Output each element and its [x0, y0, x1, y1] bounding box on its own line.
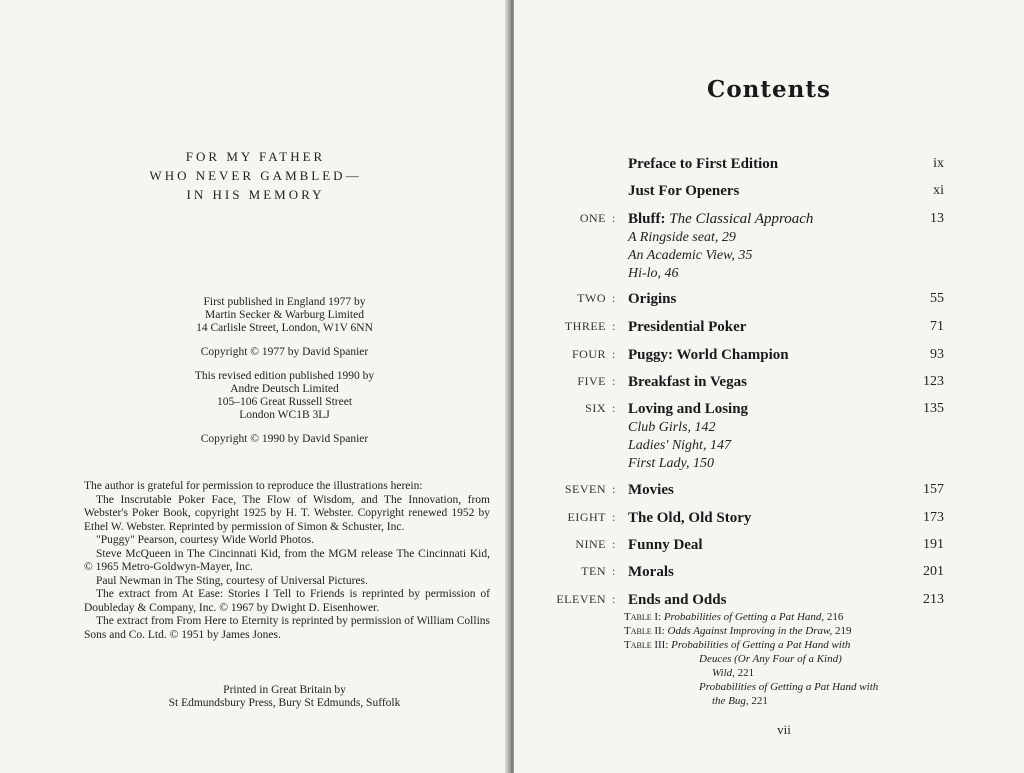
printer-line: Printed in Great Britain by	[223, 684, 346, 696]
credit-paragraph: The extract from At Ease: Stories I Tell to Friends is reprinted by permission of Doubleday & Company, Inc. © 1967 by Dwight D. Eisenhower.	[84, 588, 490, 614]
toc-entry-title	[628, 211, 813, 228]
toc-page-number: 55	[930, 291, 944, 306]
table-entry[interactable]	[624, 610, 878, 624]
toc-page-number: 191	[923, 537, 944, 552]
dedication-line: IN HIS MEMORY	[186, 187, 325, 202]
toc-entry-title: Breakfast in Vegas	[628, 374, 747, 390]
toc-subsections	[628, 229, 752, 283]
table-label: Table II:	[624, 625, 665, 637]
toc-page-number: 157	[923, 482, 944, 497]
toc-entry-title: Presidential Poker	[628, 319, 747, 335]
credit-paragraph: The extract from From Here to Eternity is reprinted by permission of William Collins Sons and Co. Ltd. © 1951 by James Jones.	[84, 615, 490, 641]
table-page-number: 221	[751, 695, 768, 707]
table-entry-continuation	[624, 666, 878, 680]
toc-entry-title: Origins	[628, 291, 677, 307]
toc-entry-title: Funny Deal	[628, 537, 703, 553]
left-page	[0, 0, 511, 773]
toc-page-number: 213	[923, 592, 944, 607]
toc-page-number: 135	[923, 401, 944, 416]
imprint-first-edition	[0, 296, 511, 335]
imprint-line: London WC1B 3LJ	[239, 409, 330, 421]
printer-line: St Edmundsbury Press, Bury St Edmunds, Suffolk	[168, 697, 401, 709]
separator: :	[612, 374, 616, 388]
imprint-line: Copyright © 1977 by David Spanier	[200, 346, 369, 358]
imprint-line: 105–106 Great Russell Street	[216, 396, 353, 408]
copyright-1977	[0, 346, 511, 359]
toc-subsection[interactable]: A Ringside seat, 29	[628, 230, 736, 245]
dedication-line: FOR MY FATHER	[185, 149, 326, 164]
table-entry[interactable]	[624, 638, 878, 652]
separator: :	[612, 537, 616, 551]
separator: :	[612, 482, 616, 496]
table-entry[interactable]	[624, 680, 878, 694]
imprint-line: First published in England 1977 by	[203, 296, 366, 308]
table-title: Probabilities of Getting a Pat Hand with	[699, 681, 879, 693]
chapter-number: ELEVEN	[556, 592, 606, 606]
separator: :	[612, 592, 616, 606]
table-title: Probabilities of Getting a Pat Hand with	[671, 639, 851, 651]
imprint-revised-edition	[0, 370, 511, 422]
toc-subsection[interactable]: An Academic View, 35	[628, 248, 753, 263]
toc-entry-title: Puggy: World Champion	[628, 347, 789, 363]
separator: :	[612, 319, 616, 333]
toc-page-number: xi	[933, 183, 944, 198]
separator: :	[612, 401, 616, 415]
toc-page-number: 123	[923, 374, 944, 389]
chapter-number: FOUR	[571, 347, 606, 361]
separator: :	[612, 564, 616, 578]
toc-page-number: 173	[923, 510, 944, 525]
toc-entry-title: Ends and Odds	[628, 592, 727, 608]
separator: :	[612, 510, 616, 524]
table-label: Table III:	[624, 639, 669, 651]
credit-paragraph: The author is grateful for permission to reproduce the illustrations herein:	[84, 480, 423, 492]
toc-subsections	[628, 419, 731, 473]
toc-entry-title: The Old, Old Story	[628, 510, 752, 526]
toc-page-number: 71	[930, 319, 944, 334]
chapter-number: EIGHT	[567, 510, 606, 524]
copyright-1990	[0, 433, 511, 446]
chapter-number: TEN	[581, 564, 606, 578]
toc-entry-title: Movies	[628, 482, 674, 498]
table-title: Probabilities of Getting a Pat Hand,	[663, 611, 825, 623]
publication-imprint	[0, 296, 511, 457]
chapter-number: ONE	[579, 211, 606, 225]
table-title: the Bug,	[712, 695, 749, 707]
table-page-number: 221	[737, 667, 755, 679]
table-entry[interactable]	[624, 624, 878, 638]
toc-page-number: ix	[933, 156, 944, 171]
imprint-line: 14 Carlisle Street, London, W1V 6NN	[196, 322, 373, 334]
toc-subsection[interactable]: Club Girls, 142	[628, 420, 716, 435]
right-page	[514, 0, 1024, 773]
toc-page-number: 93	[930, 347, 944, 362]
printer-credit	[0, 684, 511, 710]
toc-table-list	[624, 610, 878, 708]
imprint-line: This revised edition published 1990 by	[194, 370, 375, 382]
chapter-number: FIVE	[577, 374, 606, 388]
separator: :	[612, 291, 616, 305]
toc-subsection[interactable]: Hi-lo, 46	[628, 266, 679, 281]
toc-entry-title: Just For Openers	[628, 183, 740, 199]
toc-subsection[interactable]: First Lady, 150	[628, 456, 714, 471]
table-title: Deuces (Or Any Four of a Kind)	[699, 653, 842, 665]
table-page-number: 216	[826, 611, 844, 623]
table-title: Wild,	[712, 667, 735, 679]
toc-entry-subtitle: The Classical Approach	[669, 211, 814, 227]
dedication-line: WHO NEVER GAMBLED—	[149, 168, 362, 183]
illustration-credits	[84, 480, 490, 642]
table-entry-continuation	[624, 652, 878, 666]
page-folio: vii	[777, 722, 791, 737]
toc-entry-title: Morals	[628, 564, 674, 580]
chapter-number: THREE	[564, 319, 606, 333]
separator: :	[612, 211, 616, 225]
toc-entry-title: Loving and Losing	[628, 401, 749, 417]
table-entry-continuation	[624, 694, 878, 708]
chapter-number: SIX	[585, 401, 606, 415]
separator: :	[612, 347, 616, 361]
imprint-line: Andre Deutsch Limited	[230, 383, 339, 395]
credit-paragraph: Steve McQueen in The Cincinnati Kid, from the MGM release The Cincinnati Kid, © 1965 Metro-Goldwyn-Mayer, Inc.	[84, 547, 490, 573]
dedication	[0, 147, 511, 204]
imprint-line: Martin Secker & Warburg Limited	[205, 309, 364, 321]
credit-paragraph: The Inscrutable Poker Face, The Flow of Wisdom, and The Innovation, from Webster's Poker Book, copyright 1925 by H. T. Webster. Copyright renewed 1952 by Ethel W. Webster. Reprinted by permission of Simon & Schuster, Inc.	[84, 493, 490, 533]
chapter-number: NINE	[575, 537, 606, 551]
toc-page-number: 201	[923, 564, 944, 579]
toc-page-number: 13	[930, 211, 944, 226]
table-page-number: 219	[835, 625, 852, 637]
table-title: Odds Against Improving in the Draw,	[667, 625, 833, 637]
imprint-line: Copyright © 1990 by David Spanier	[200, 433, 369, 445]
toc-entry-title-text: Bluff:	[628, 211, 666, 227]
toc-entry-title: Preface to First Edition	[628, 156, 779, 172]
chapter-number: SEVEN	[564, 482, 606, 496]
contents-heading: Contents	[707, 76, 831, 103]
credit-paragraph: "Puggy" Pearson, courtesy Wide World Photos.	[96, 534, 315, 546]
toc-subsection[interactable]: Ladies' Night, 147	[628, 438, 731, 453]
chapter-number: TWO	[577, 291, 606, 305]
table-label: Table I:	[624, 611, 662, 623]
credit-paragraph: Paul Newman in The Sting, courtesy of Universal Pictures.	[96, 574, 368, 587]
